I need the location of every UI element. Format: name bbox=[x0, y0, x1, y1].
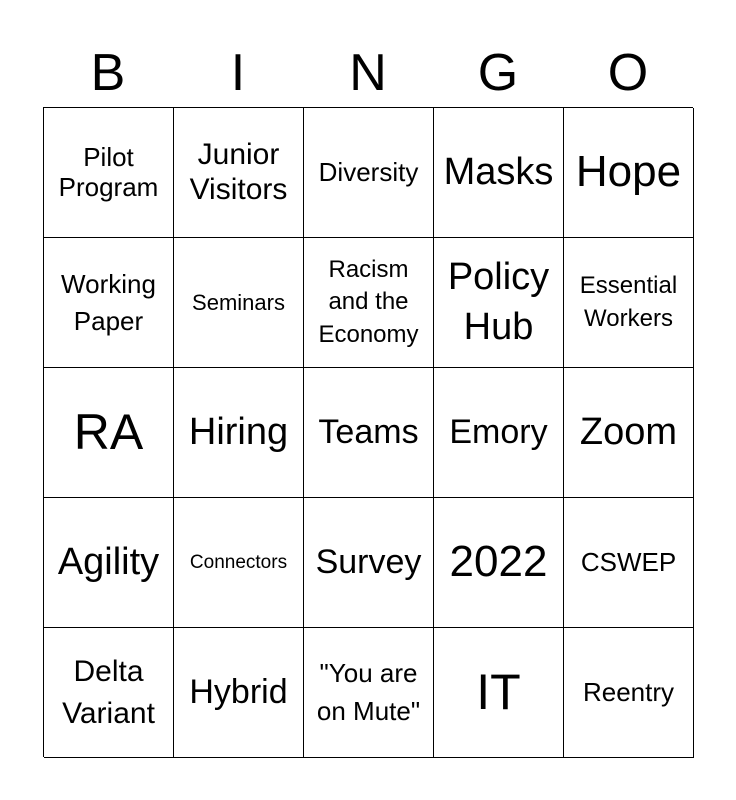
cell-label: Emory bbox=[449, 412, 548, 451]
cell-label: Connectors bbox=[189, 551, 288, 573]
cell-label: Working Paper bbox=[61, 269, 156, 336]
bingo-cell[interactable] bbox=[304, 628, 434, 758]
bingo-header bbox=[43, 40, 693, 106]
cell-label: Diversity bbox=[318, 156, 419, 187]
bingo-cell[interactable] bbox=[44, 368, 174, 498]
cell-label: Pilot Program bbox=[58, 141, 159, 202]
header-letter-b: B bbox=[90, 44, 126, 102]
cell-label: Hybrid bbox=[189, 672, 288, 711]
cell-label: "You are on Mute" bbox=[316, 657, 421, 726]
cell-label: CSWEP bbox=[580, 546, 677, 577]
header-letter-g: G bbox=[477, 44, 519, 102]
cell-label: Racism and the Economy bbox=[318, 255, 419, 348]
bingo-cell[interactable] bbox=[564, 628, 694, 758]
header-letter-n: N bbox=[349, 44, 387, 102]
cell-label: Policy Hub bbox=[447, 256, 550, 348]
bingo-cell[interactable] bbox=[564, 108, 694, 238]
bingo-cell[interactable] bbox=[304, 238, 434, 368]
bingo-cell[interactable] bbox=[174, 238, 304, 368]
bingo-cell[interactable] bbox=[44, 628, 174, 758]
cell-label: Hope bbox=[575, 147, 682, 197]
bingo-cell[interactable] bbox=[44, 108, 174, 238]
cell-label: Reentry bbox=[582, 676, 675, 707]
bingo-cell[interactable] bbox=[174, 108, 304, 238]
bingo-cell[interactable] bbox=[174, 498, 304, 628]
cell-label: 2022 bbox=[449, 537, 548, 587]
bingo-cell[interactable] bbox=[304, 368, 434, 498]
cell-label: Seminars bbox=[192, 289, 285, 315]
cell-label: Zoom bbox=[579, 410, 678, 453]
bingo-cell[interactable] bbox=[174, 368, 304, 498]
cell-label: Masks bbox=[443, 150, 554, 193]
cell-label: RA bbox=[73, 404, 144, 461]
cell-label: IT bbox=[476, 664, 521, 721]
bingo-cell[interactable] bbox=[434, 498, 564, 628]
bingo-cell[interactable] bbox=[174, 628, 304, 758]
cell-label: Junior Visitors bbox=[189, 138, 288, 206]
cell-label: Teams bbox=[318, 412, 419, 451]
bingo-cell[interactable] bbox=[564, 498, 694, 628]
bingo-board bbox=[43, 107, 693, 757]
bingo-cell[interactable] bbox=[434, 238, 564, 368]
bingo-cell[interactable] bbox=[434, 628, 564, 758]
header-letter-i: I bbox=[230, 44, 246, 102]
bingo-cell[interactable] bbox=[564, 238, 694, 368]
bingo-cell[interactable] bbox=[44, 238, 174, 368]
cell-label: Agility bbox=[57, 540, 160, 583]
cell-label: Essential Workers bbox=[579, 272, 678, 332]
bingo-cell[interactable] bbox=[44, 498, 174, 628]
cell-label: Delta Variant bbox=[62, 654, 155, 730]
bingo-cell[interactable] bbox=[304, 108, 434, 238]
bingo-cell[interactable] bbox=[434, 368, 564, 498]
bingo-cell[interactable] bbox=[434, 108, 564, 238]
header-letter-o: O bbox=[607, 44, 649, 102]
bingo-cell[interactable] bbox=[304, 498, 434, 628]
cell-label: Survey bbox=[315, 542, 422, 581]
bingo-cell[interactable] bbox=[564, 368, 694, 498]
cell-label: Hiring bbox=[188, 410, 289, 453]
